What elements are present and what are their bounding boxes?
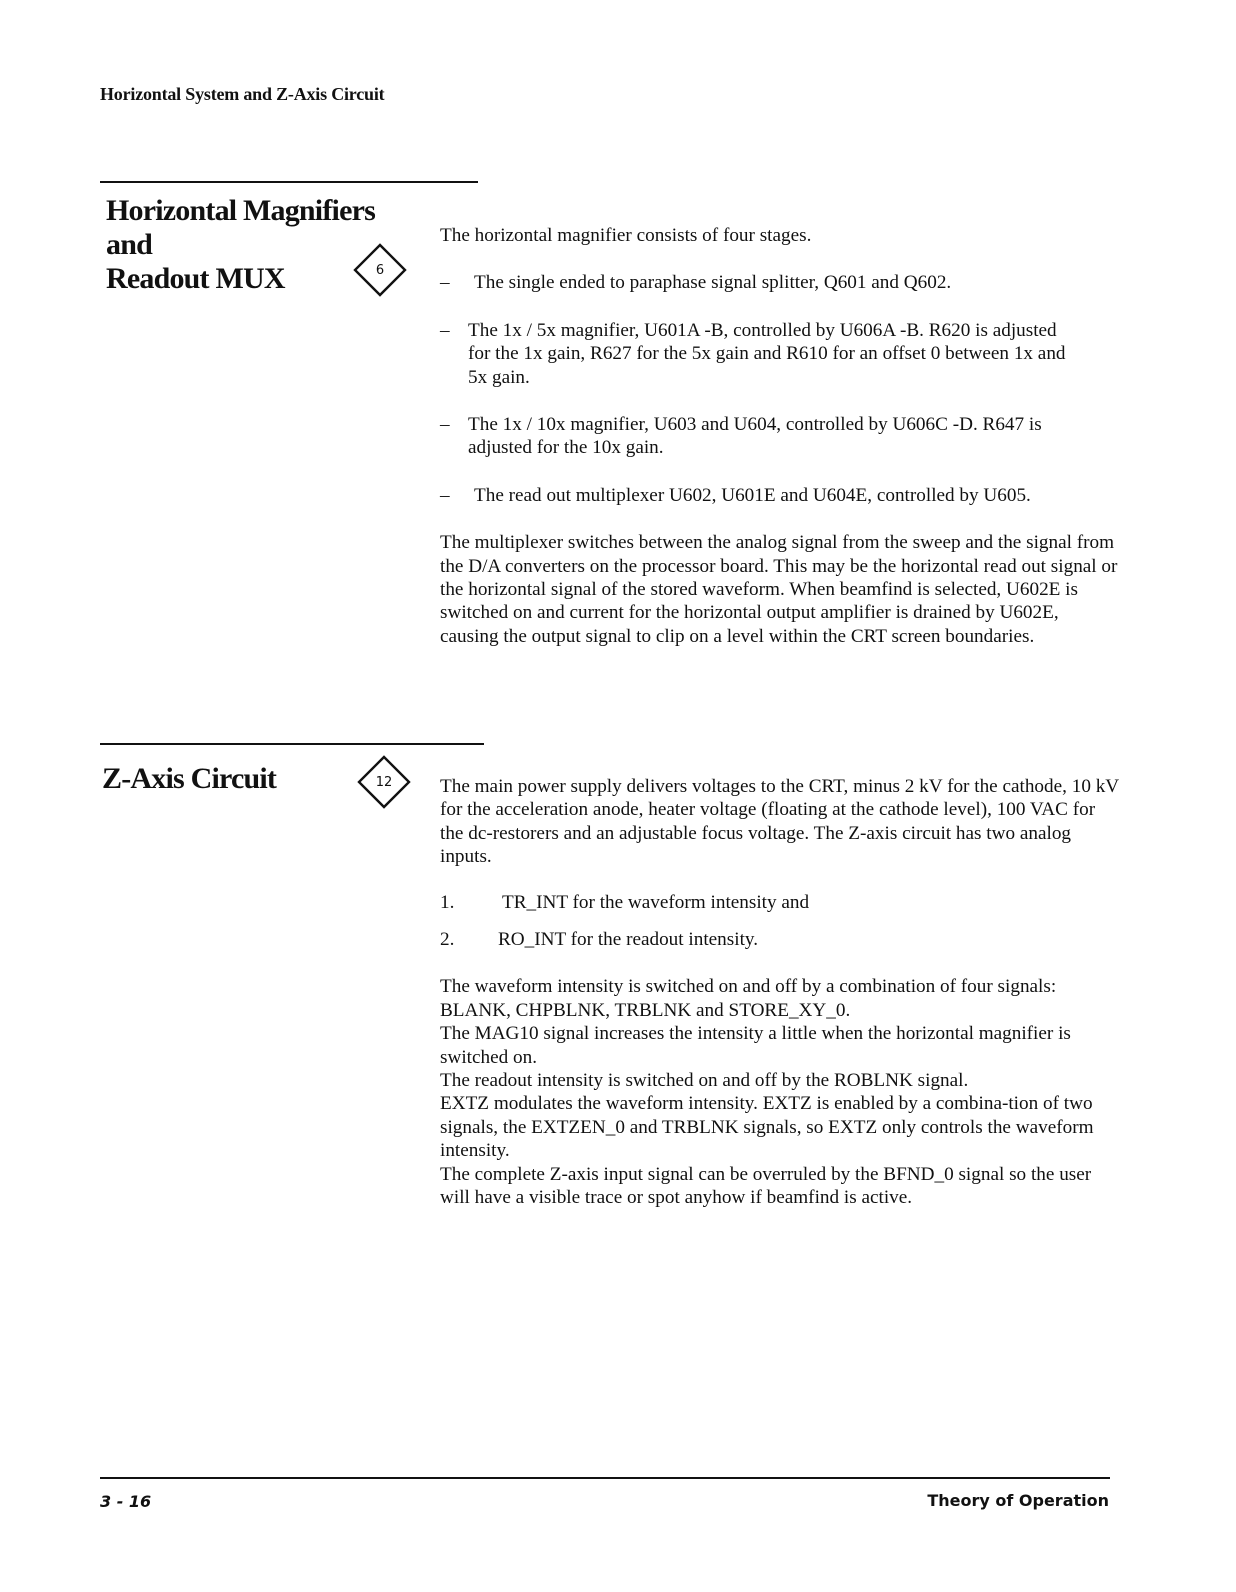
section-title-line: Readout MUX — [106, 262, 285, 295]
input-list-item — [440, 891, 1120, 914]
magnifiers-intro: The horizontal magnifier consists of four stages. — [440, 225, 812, 246]
list-dash: – — [440, 319, 450, 341]
stage-list-item — [440, 319, 1120, 389]
diagram-reference-diamond-icon — [352, 242, 408, 298]
z-axis-paragraph: The complete Z-axis input signal can be overruled by the BFND_0 signal so the user will have a visible trace or spot anyhow if beamfind is active. — [440, 1163, 1092, 1209]
section-title-z-axis — [102, 762, 276, 796]
list-number: 2. — [440, 929, 455, 951]
stage-text: The single ended to paraphase signal splitter, Q601 and Q602. — [474, 272, 952, 294]
diagram-reference-diamond-icon — [356, 754, 412, 810]
z-axis-paragraph: The waveform intensity is switched on and off by a combination of four signals: BLANK, CHPBLNK, TRBLNK and STORE_XY_0. — [440, 976, 1057, 1021]
stage-text: The read out multiplexer U602, U601E and U604E, controlled by U605. — [474, 484, 1031, 506]
footer-rule — [100, 1477, 1110, 1479]
manual-section-title: Theory of Operation — [927, 1491, 1109, 1510]
list-number: 1. — [440, 891, 455, 913]
running-head: Horizontal System and Z-Axis Circuit — [100, 84, 385, 104]
section-title-line: and — [106, 228, 152, 261]
stage-text: The 1x / 5x magnifier, U601A -B, controlled by U606A -B. R620 is adjusted for the 1x gain, R627 for the 5x gain and R610 for an offset 0 between 1x and 5x gain. — [468, 319, 1066, 388]
magnifiers-body — [440, 224, 1120, 648]
diagram-reference-number: 6 — [375, 263, 385, 278]
list-dash: – — [440, 272, 450, 294]
magnifiers-closing: The multiplexer switches between the analog signal from the sweep and the signal from the D/A converters on the processor board. This may be the horizontal read out signal or the horizontal signal of the stored waveform. When beamfind is selected, U602E is switched on and current for the horizontal output amplifier is drained by U602E, causing the output signal to clip on a level within the CRT screen boundaries. — [440, 532, 1118, 647]
input-text: RO_INT for the readout intensity. — [498, 929, 759, 951]
z-axis-paragraph: The readout intensity is switched on and off by the ROBLNK signal. — [440, 1070, 969, 1092]
section-title-line: Z-Axis Circuit — [102, 762, 277, 795]
input-text: TR_INT for the waveform intensity and — [502, 891, 810, 913]
stage-list-item — [440, 413, 1120, 460]
stage-list-item — [440, 484, 1120, 507]
z-axis-paragraph: EXTZ modulates the waveform intensity. EXTZ is enabled by a combina-tion of two signals, the EXTZEN_0 and TRBLNK signals, so EXTZ only controls the waveform intensity. — [440, 1093, 1094, 1162]
z-axis-body — [440, 775, 1120, 1210]
list-dash: – — [440, 414, 450, 436]
z-axis-intro: The main power supply delivers voltages to the CRT, minus 2 kV for the cathode, 10 kV for the acceleration anode, heater voltage (floating at the cathode level), 100 VAC for the dc-restorers and an adjustable focus voltage. The Z-axis circuit has two analog inputs. — [440, 776, 1119, 868]
section-rule-magnifiers — [100, 181, 478, 183]
stage-text: The 1x / 10x magnifier, U603 and U604, controlled by U606C -D. R647 is adjusted for the 10x gain. — [468, 414, 1042, 459]
z-axis-paragraph: The MAG10 signal increases the intensity a little when the horizontal magnifier is switched on. — [440, 1023, 1071, 1068]
section-title-magnifiers — [106, 194, 375, 296]
stage-list-item — [440, 271, 1120, 294]
section-rule-z-axis — [100, 743, 484, 745]
section-title-line: Horizontal Magnifiers — [106, 194, 375, 227]
input-list-item — [440, 928, 1120, 951]
list-dash: – — [440, 484, 450, 506]
diagram-reference-number: 12 — [375, 775, 393, 790]
page-number: 3 - 16 — [100, 1492, 152, 1511]
